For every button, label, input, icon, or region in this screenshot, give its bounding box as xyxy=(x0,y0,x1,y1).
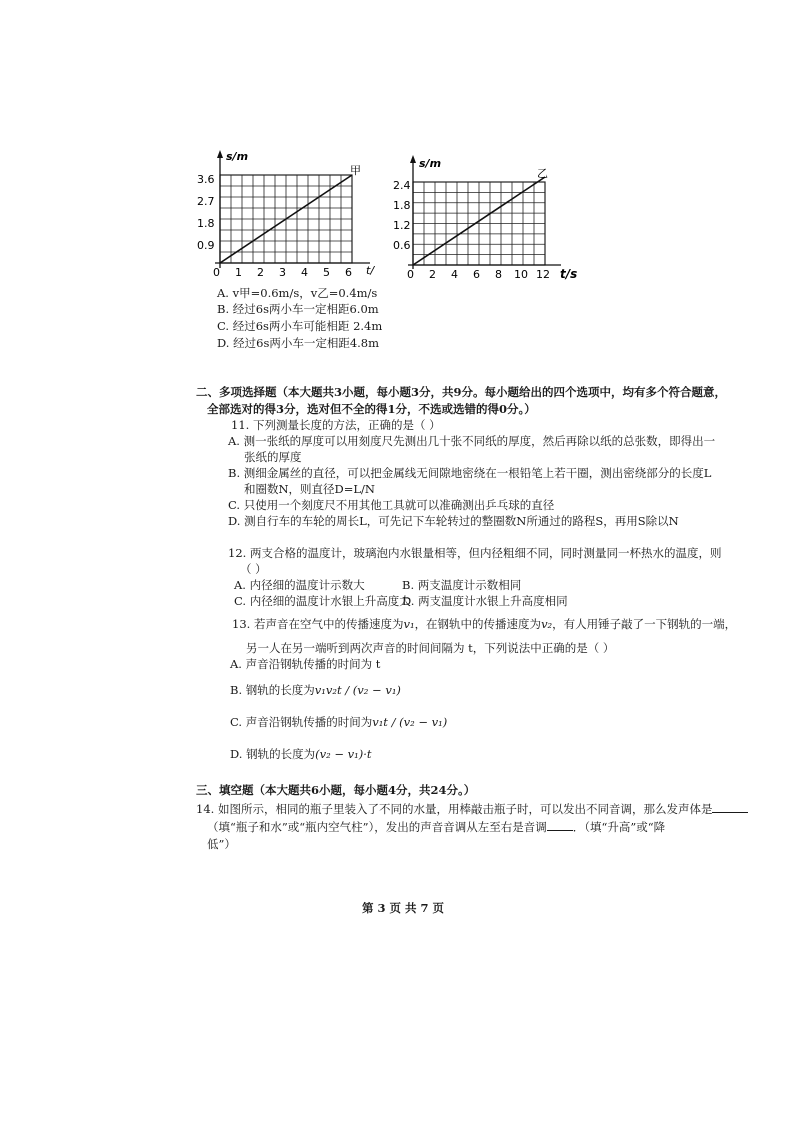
q13-stem-c: ，有人用锤子敲了一下钢轨的一端， xyxy=(552,617,737,631)
q13-option-d-prefix: D. 钢轨的长度为 xyxy=(230,747,316,761)
graph-jia-y-tick: 3.6 xyxy=(197,173,215,186)
graph-yi-x-tick: 6 xyxy=(473,268,480,281)
graph-jia-y-unit: s/m xyxy=(226,150,249,163)
q14-line2-text-a: （填“瓶子和水”或“瓶内空气柱”），发出的声音音调从左至右是音调 xyxy=(207,820,547,834)
q11-option-b-cont: 和圈数N，则直径D=L/N xyxy=(244,482,375,496)
q14-blank-1[interactable] xyxy=(712,800,748,813)
q11-option-b: B. 测细金属丝的直径，可以把金属线无间隙地密绕在一根铅笔上若干圈，测出密绕部分的长度L xyxy=(228,466,712,480)
section2-title: 二、多项选择题（本大题共3小题，每小题3分，共9分。每小题给出的四个选项中，均有多个符合题意， xyxy=(196,385,726,399)
graph-yi-y-tick: 1.2 xyxy=(393,219,411,232)
q14-line3: 低”） xyxy=(207,837,236,851)
graph-yi xyxy=(395,155,595,285)
graph-jia-x-tick: 5 xyxy=(323,266,330,279)
graph-jia-x-tick: 2 xyxy=(257,266,264,279)
q10-option-b: B. 经过6s两小车一定相距6.0m xyxy=(217,302,379,316)
q13-option-b xyxy=(230,682,401,698)
q11-option-a: A. 测一张纸的厚度可以用刻度尺先测出几十张不同纸的厚度，然后再除以纸的总张数，即得出一 xyxy=(228,434,716,448)
graph-jia-y-tick: 2.7 xyxy=(197,195,215,208)
graph-jia-y-tick: 0.9 xyxy=(197,239,215,252)
q13-option-c-prefix: C. 声音沿钢轨传播的时间为 xyxy=(230,715,373,729)
q13-option-a: A. 声音沿钢轨传播的时间为 t xyxy=(230,657,381,671)
graph-yi-y-arrow xyxy=(410,155,416,163)
section3-title: 三、填空题（本大题共6小题，每小题4分，共24分。） xyxy=(196,783,476,797)
q14-line1-text: 14. 如图所示，相同的瓶子里装入了不同的水量，用棒敲击瓶子时，可以发出不同音调，那么发声体是 xyxy=(196,802,713,816)
page-footer: 第 3 页 共 7 页 xyxy=(362,901,445,915)
graph-yi-x-tick: 8 xyxy=(495,268,502,281)
q12-option-b: B. 两支温度计示数相同 xyxy=(402,578,522,592)
q13-v1: v₁ xyxy=(403,617,415,631)
graph-yi-y-tick: 1.8 xyxy=(393,199,411,212)
section2-title-line2: 全部选对的得3分，选对但不全的得1分，不选或选错的得0分。） xyxy=(207,402,536,416)
graph-jia-x-unit: t/ xyxy=(366,264,375,277)
q12-paren: （ ） xyxy=(240,562,267,576)
graph-yi-x-tick: 4 xyxy=(451,268,458,281)
q11-option-d: D. 测自行车的车轮的周长L，可先记下车轮转过的整圈数N所通过的路程S，再用S除以N xyxy=(228,514,679,528)
q13-option-c-formula: v₁t / (v₂ − v₁) xyxy=(372,715,448,729)
graph-yi-y-unit: s/m xyxy=(419,157,442,170)
graph-yi-x-tick: 2 xyxy=(429,268,436,281)
q13-stem xyxy=(232,616,736,632)
q13-stem-a: 13. 若声音在空气中的传播速度为 xyxy=(232,617,404,631)
graph-jia xyxy=(190,150,380,285)
q12-option-c: C. 内径细的温度计水银上升高度大 xyxy=(234,594,411,608)
graph-jia-line-label: 甲 xyxy=(350,164,361,177)
q12-option-d: D. 两支温度计水银上升高度相同 xyxy=(402,594,568,608)
graph-jia-x-tick: 4 xyxy=(301,266,308,279)
graph-yi-x-tick: 10 xyxy=(514,268,528,281)
graph-yi-x-tick: 0 xyxy=(407,268,414,281)
q14-line2 xyxy=(207,818,665,835)
graph-jia-x-tick: 3 xyxy=(279,266,286,279)
graph-yi-y-tick: 2.4 xyxy=(393,179,411,192)
q12-stem: 12. 两支合格的温度计，玻璃泡内水银量相等，但内径粗细不同，同时测量同一杯热水的温度，则 xyxy=(228,546,722,560)
graph-yi-line-label: 乙 xyxy=(537,167,548,180)
q14-blank-2[interactable] xyxy=(547,818,573,831)
graph-jia-x-tick: 1 xyxy=(235,266,242,279)
q13-option-d-formula: (v₂ − v₁)·t xyxy=(315,747,372,761)
q10-option-c: C. 经过6s两小车可能相距 2.4m xyxy=(217,319,383,333)
q12-option-a: A. 内径细的温度计示数大 xyxy=(234,578,365,592)
graph-yi-x-tick: 12 xyxy=(536,268,550,281)
graph-yi-y-tick: 0.6 xyxy=(393,239,411,252)
q13-option-c xyxy=(230,714,447,730)
q10-option-d: D. 经过6s两小车一定相距4.8m xyxy=(217,336,380,350)
q13-option-b-formula: v₁v₂t / (v₂ − v₁) xyxy=(314,683,401,697)
q14-line1 xyxy=(196,800,748,817)
graph-yi-x-unit: t/s xyxy=(560,267,578,281)
q14-line2-text-b: ．（填“升高”或“降 xyxy=(572,820,666,834)
graph-jia-y-arrow xyxy=(217,150,223,158)
q10-option-a: A. v甲=0.6m/s，v乙=0.4m/s xyxy=(217,286,378,300)
q13-option-d xyxy=(230,746,372,762)
q13-option-b-prefix: B. 钢轨的长度为 xyxy=(230,683,315,697)
graph-jia-x-tick: 6 xyxy=(345,266,352,279)
q13-stem-line2: 另一人在另一端听到两次声音的时间间隔为 t，下列说法中正确的是（ ） xyxy=(246,641,615,655)
q11-option-c: C. 只使用一个刻度尺不用其他工具就可以准确测出乒乓球的直径 xyxy=(228,498,555,512)
q13-v2: v₂ xyxy=(541,617,553,631)
q11-option-a-cont: 张纸的厚度 xyxy=(244,450,302,464)
q13-stem-b: ，在钢轨中的传播速度为 xyxy=(414,617,542,631)
q11-stem: 11. 下列测量长度的方法，正确的是（ ） xyxy=(231,418,441,432)
graph-jia-y-tick: 1.8 xyxy=(197,217,215,230)
graph-jia-x-tick: 0 xyxy=(213,266,220,279)
